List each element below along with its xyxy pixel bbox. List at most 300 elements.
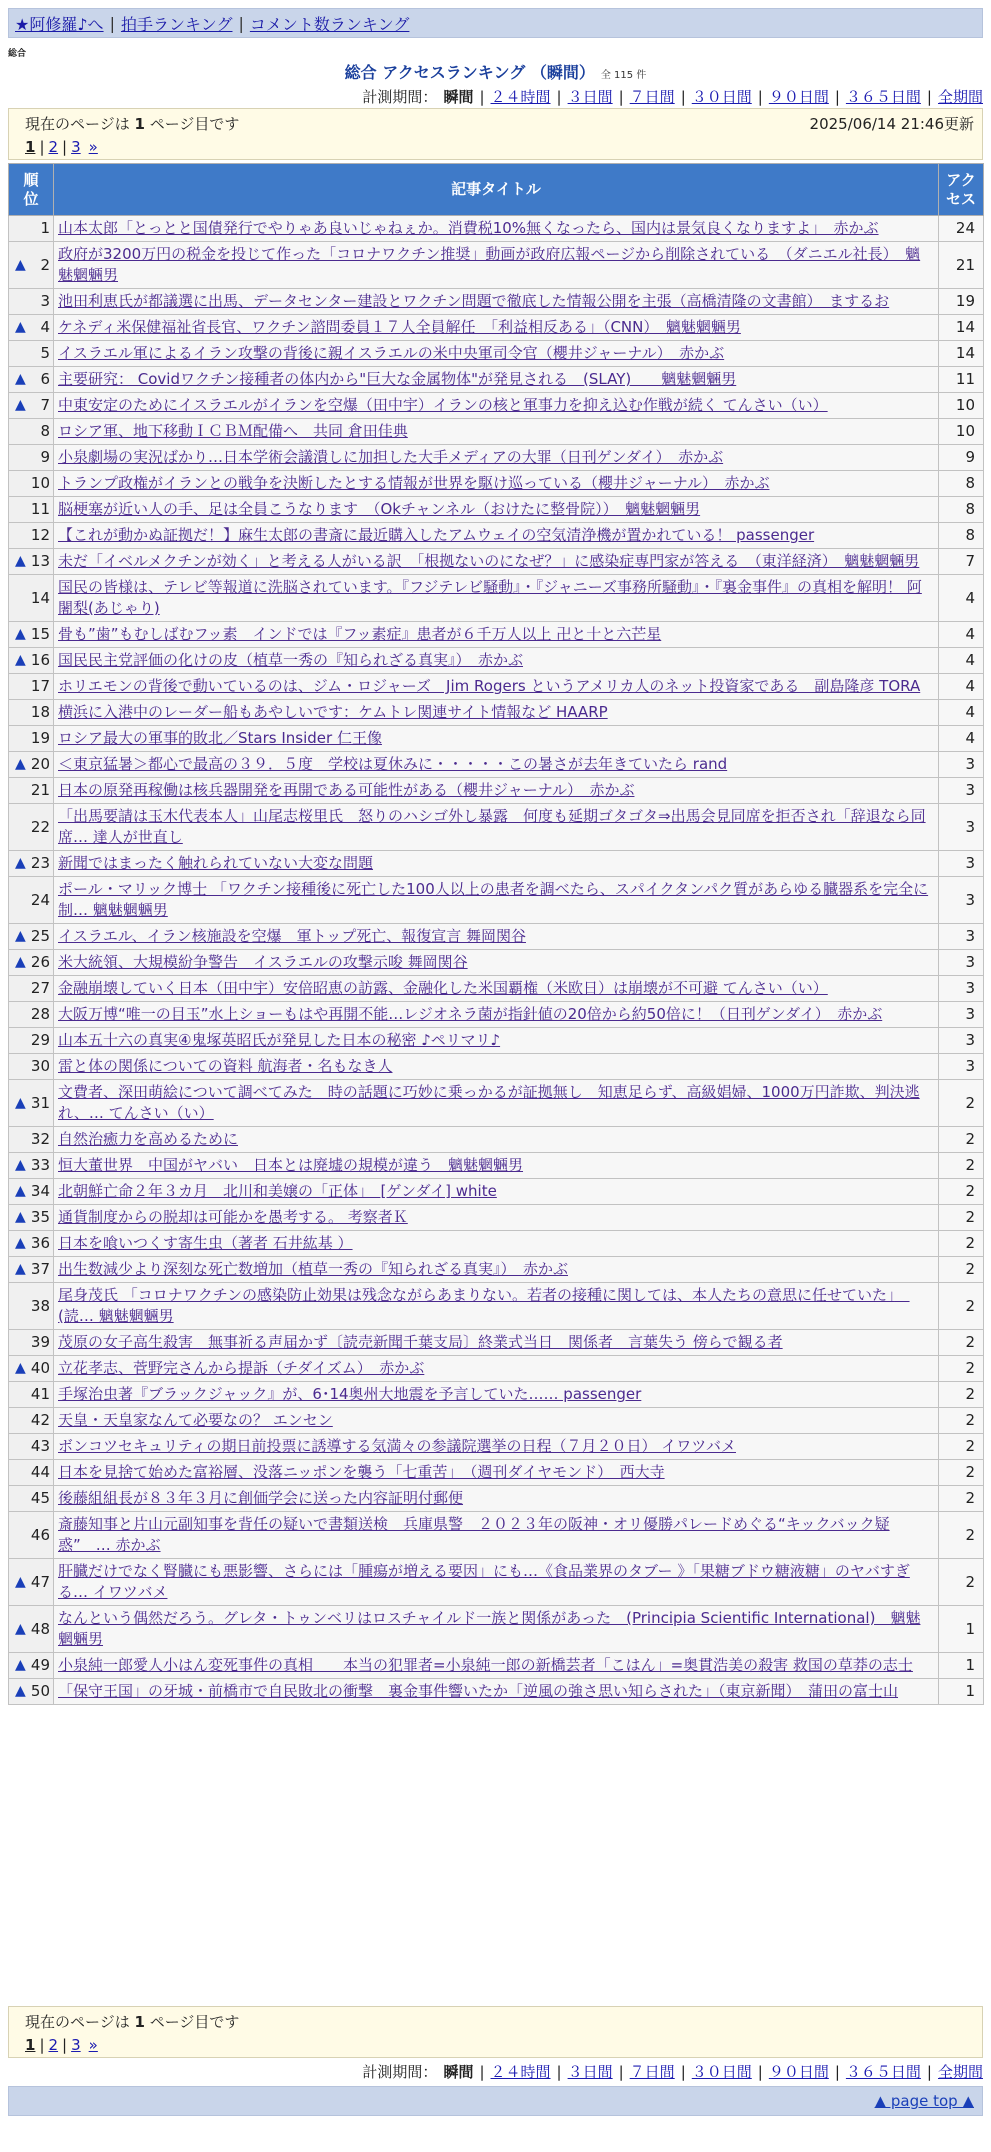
rank-number: 33 (30, 1156, 50, 1174)
period-selector-bottom (362, 2061, 983, 2082)
access-count: 2 (939, 1512, 984, 1559)
article-title-link[interactable]: 「出馬要請は玉木代表本人」山尾志桜里氏 怒りのハシゴ外し暴露 何度も延期ゴタゴタ⇒出馬会見同席を拒否され「辞退なら同席… 達人が世直し (58, 807, 926, 846)
period-separator: | (479, 2063, 485, 2081)
rank-number: 16 (30, 651, 50, 669)
period-separator: | (618, 88, 624, 106)
rank-cell (9, 341, 54, 367)
period-separator: | (479, 88, 485, 106)
access-count: 2 (939, 1460, 984, 1486)
rank-number: 1 (40, 219, 50, 237)
article-title-link[interactable]: トランプ政権がイランとの戦争を決断したとする情報が世界を駆け巡っている（櫻井ジャーナル） 赤かぶ (58, 474, 770, 492)
table-row (9, 1330, 984, 1356)
table-row (9, 1028, 984, 1054)
rank-number: 32 (30, 1130, 50, 1148)
period-separator: | (926, 2063, 932, 2081)
article-title-link[interactable]: 未だ「イベルメクチンが効く」と考える人がいる訳 「根拠ないのになぜ？」に感染症専門家が答える （東洋経済） 魑魅魍魎男 (58, 552, 920, 570)
next-page-link[interactable]: » (88, 138, 98, 156)
article-title-link[interactable]: 後藤組組長が８３年３月に創価学会に送った内容証明付郵便 (58, 1489, 464, 1507)
title-cell (54, 1231, 939, 1257)
access-count: 2 (939, 1356, 984, 1382)
rank-number: 24 (30, 890, 50, 909)
access-count: 3 (939, 851, 984, 877)
access-count: 10 (939, 393, 984, 419)
period-current: 瞬間 (443, 88, 474, 106)
article-title-link[interactable]: 文費者、深田萌絵について調べてみた 時の話題に巧妙に乗っかるが証拠無し 知恵足らず、高級娼婦、1000万円詐欺、判決逃れ、… てんさい（い） (58, 1083, 920, 1122)
rank-cell (9, 289, 54, 315)
table-row (9, 1486, 984, 1512)
rank-number: 43 (30, 1437, 50, 1455)
count-header-label: アク セス (945, 170, 976, 208)
access-count: 1 (939, 1653, 984, 1679)
rank-number: 34 (30, 1182, 50, 1200)
access-count: 9 (939, 445, 984, 471)
updated-timestamp: 2025/06/14 21:46更新 (809, 115, 974, 133)
pagination (25, 138, 966, 156)
period-link[interactable]: ３０日間 (691, 2063, 752, 2081)
rank-up-arrow-icon: ▲ (15, 1235, 26, 1251)
table-row (9, 622, 984, 648)
rank-number: 10 (30, 474, 50, 492)
title-cell (54, 1179, 939, 1205)
table-row (9, 1231, 984, 1257)
rank-up-arrow-icon: ▲ (15, 1657, 26, 1673)
access-count: 4 (939, 622, 984, 648)
ranking-table-body (9, 216, 984, 1705)
title-cell (54, 393, 939, 419)
rank-number: 50 (30, 1682, 50, 1700)
title-cell (54, 1679, 939, 1705)
access-count: 2 (939, 1127, 984, 1153)
table-row (9, 976, 984, 1002)
rank-number: 12 (30, 526, 50, 544)
table-row (9, 315, 984, 341)
table-row (9, 1408, 984, 1434)
access-count: 2 (939, 1408, 984, 1434)
table-row (9, 242, 984, 289)
access-count: 8 (939, 471, 984, 497)
page-link[interactable]: 3 (71, 138, 81, 156)
title-cell (54, 1028, 939, 1054)
rank-cell (9, 851, 54, 877)
rank-number: 31 (30, 1093, 50, 1112)
access-count: 8 (939, 497, 984, 523)
rank-cell (9, 575, 54, 622)
article-title-link[interactable]: 小泉純一郎愛人小はん変死事件の真相 本当の犯罪者=小泉純一郎の新橋芸者「こはん」=奥貫浩美の殺害 救国の草莽の志士 (58, 1656, 913, 1674)
article-title-link[interactable]: 手塚治虫著『ブラックジャック』が、6･14奥州大地震を予言していた…… passenger (58, 1385, 642, 1403)
rank-number: 37 (30, 1260, 50, 1278)
page-link[interactable]: 2 (48, 2036, 59, 2054)
period-link[interactable]: ３６５日間 (845, 2063, 921, 2081)
rank-cell (9, 752, 54, 778)
table-row (9, 216, 984, 242)
page-status-prefix: 現在のページは (25, 2013, 135, 2031)
article-title-link[interactable]: 【これが動かぬ証拠だ！】麻生太郎の書斎に最近購入したアムウェイの空気清浄機が置かれている！ passenger (58, 526, 815, 544)
title-cell (54, 1080, 939, 1127)
rank-cell (9, 1408, 54, 1434)
article-title-link[interactable]: 米大統領、大規模紛争警告 イスラエルの攻撃示唆 舞岡関谷 (58, 953, 468, 971)
rank-cell (9, 367, 54, 393)
access-count: 11 (939, 367, 984, 393)
period-link[interactable]: 全期間 (937, 2063, 983, 2081)
period-separator: | (680, 88, 686, 106)
table-row (9, 393, 984, 419)
current-page: 1 (25, 2036, 36, 2054)
rank-cell (9, 1653, 54, 1679)
period-separator: | (834, 2063, 840, 2081)
access-count: 2 (939, 1231, 984, 1257)
period-current: 瞬間 (443, 2063, 474, 2081)
rank-cell (9, 1512, 54, 1559)
title-cell (54, 1330, 939, 1356)
access-count: 14 (939, 341, 984, 367)
rank-up-arrow-icon: ▲ (15, 855, 26, 871)
rank-cell (9, 726, 54, 752)
table-row (9, 1002, 984, 1028)
pager-bottom (8, 2006, 983, 2058)
article-title-link[interactable]: 「保守王国」の牙城・前橋市で自民敗北の衝撃 裏金事件響いたか「逆風の強さ思い知らされた」（東京新聞） 蒲田の富士山 (58, 1682, 899, 1700)
article-title-link[interactable]: 立花孝志、菅野完さんから提訴（チダイズム） 赤かぶ (58, 1359, 425, 1377)
rank-up-arrow-icon: ▲ (15, 1683, 26, 1699)
title-column-header: 記事タイトル (54, 164, 939, 216)
rank-up-arrow-icon: ▲ (15, 1157, 26, 1173)
top-nav-bar (8, 8, 983, 38)
pagination (25, 2036, 966, 2054)
title-cell (54, 1559, 939, 1606)
rank-up-arrow-icon: ▲ (15, 1573, 26, 1590)
page-separator: | (62, 138, 68, 156)
article-title-link[interactable]: 雷と体の関係についての資料 航海者・名もなき人 (58, 1057, 393, 1075)
table-header-row (9, 164, 984, 216)
bottom-bar (8, 2086, 983, 2116)
article-title-link[interactable]: 日本を見捨て始めた富裕層、没落ニッポンを襲う「七重苦」 （週刊ダイヤモンド） 西大寺 (58, 1463, 665, 1481)
title-cell (54, 315, 939, 341)
page-title: 総合 アクセスランキング （瞬間） (344, 63, 595, 82)
page-status-prefix: 現在のページは (25, 115, 135, 133)
rank-number: 9 (40, 448, 50, 466)
page-link[interactable]: 3 (71, 2036, 81, 2054)
article-title-link[interactable]: 政府が3200万円の税金を投じて作った「コロナワクチン推奨」動画が政府広報ページから削除されている （ダニエル社長） 魑魅魍魎男 (58, 245, 921, 284)
title-cell (54, 700, 939, 726)
rank-cell (9, 393, 54, 419)
title-cell (54, 1434, 939, 1460)
rank-cell (9, 216, 54, 242)
access-count: 3 (939, 976, 984, 1002)
page-separator: | (39, 138, 45, 156)
period-label: 計測期間： (362, 88, 438, 106)
title-cell (54, 1486, 939, 1512)
rank-number: 35 (30, 1208, 50, 1226)
next-page-link[interactable]: » (88, 2036, 98, 2054)
page-top-link[interactable]: ▲ page top ▲ (874, 2092, 974, 2110)
rank-number: 47 (30, 1572, 50, 1591)
article-title-link[interactable]: 北朝鮮亡命２年３カ月 北川和美嬢の「正体」 [ゲンダイ] white (58, 1182, 497, 1200)
access-count: 8 (939, 523, 984, 549)
rank-cell (9, 445, 54, 471)
period-link[interactable]: ３日間 (567, 88, 613, 106)
rank-number: 26 (30, 953, 50, 971)
article-title-link[interactable]: 山本太郎「とっとと国債発行でやりゃあ良いじゃねぇか。消費税10%無くなったら、国内は景気良くなりますよ」 赤かぶ (58, 219, 879, 237)
title-cell (54, 523, 939, 549)
table-row (9, 752, 984, 778)
title-cell (54, 1382, 939, 1408)
title-cell (54, 1512, 939, 1559)
rank-number: 21 (30, 781, 50, 799)
category-label: 総合 (8, 49, 27, 59)
title-cell (54, 471, 939, 497)
table-row (9, 1679, 984, 1705)
access-count: 14 (939, 315, 984, 341)
table-row (9, 1054, 984, 1080)
table-row (9, 1434, 984, 1460)
rank-number: 18 (30, 703, 50, 721)
article-title-link[interactable]: ボンコツセキュリティの期日前投票に誘導する気満々の参議院選挙の日程（７月２０日） イワツバメ (58, 1437, 736, 1455)
rank-number: 15 (30, 625, 50, 643)
rank-cell (9, 315, 54, 341)
rank-up-arrow-icon: ▲ (15, 928, 26, 944)
page-separator: | (62, 2036, 68, 2054)
title-cell (54, 1283, 939, 1330)
title-cell (54, 726, 939, 752)
rank-cell (9, 242, 54, 289)
rank-cell (9, 549, 54, 575)
period-separator: | (757, 2063, 763, 2081)
title-cell (54, 877, 939, 924)
period-link[interactable]: ２４時間 (490, 2063, 551, 2081)
rank-cell (9, 924, 54, 950)
title-cell (54, 289, 939, 315)
rank-cell (9, 877, 54, 924)
access-count: 3 (939, 1002, 984, 1028)
article-title-link[interactable]: 新聞ではまったく触れられていない大変な問題 (58, 854, 374, 872)
period-separator: | (757, 88, 763, 106)
page-status (25, 2011, 966, 2032)
period-separator: | (556, 88, 562, 106)
access-count: 24 (939, 216, 984, 242)
table-row (9, 726, 984, 752)
period-link[interactable]: 全期間 (937, 88, 983, 106)
period-link[interactable]: ２４時間 (490, 88, 551, 106)
rank-cell (9, 950, 54, 976)
article-title-link[interactable]: 小泉劇場の実況ばかり…日本学術会議潰しに加担した大手メディアの大罪（日刊ゲンダイ） 赤かぶ (58, 448, 724, 466)
nav-separator: | (238, 13, 244, 33)
period-link[interactable]: ７日間 (629, 88, 675, 106)
period-link[interactable]: ３日間 (567, 2063, 613, 2081)
article-title-link[interactable]: 骨も”歯”もむしばむフッ素 インドでは『フッ素症』患者が６千万人以上 卍と十と六芒星 (58, 625, 662, 643)
title-cell (54, 1002, 939, 1028)
rank-number: 29 (30, 1031, 50, 1049)
table-row (9, 445, 984, 471)
rank-number: 38 (30, 1296, 50, 1315)
rank-number: 41 (30, 1385, 50, 1403)
rank-column-header (9, 164, 54, 216)
access-count: 4 (939, 674, 984, 700)
article-title-link[interactable]: なんという偶然だろう。グレタ・トゥンベリはロスチャイルド一族と関係があった (Principia Scientific International) 魑魅魍魎男 (58, 1609, 921, 1648)
access-count: 19 (939, 289, 984, 315)
table-row (9, 877, 984, 924)
home-link[interactable]: ★阿修羅♪へ (15, 14, 104, 34)
article-title-link[interactable]: 池田利恵氏が都議選に出馬、データセンター建設とワクチン問題で徹底した情報公開を主張（高橋清隆の文書館） まするお (58, 292, 890, 310)
article-title-link[interactable]: 恒大董世界 中国がヤバい 日本とは廃墟の規模が違う 魑魅魍魎男 (58, 1156, 524, 1174)
rank-cell (9, 1356, 54, 1382)
article-title-link[interactable]: 出生数減少より深刻な死亡数増加（植草一秀の『知られざる真実』） 赤かぶ (58, 1260, 569, 1278)
table-row (9, 1460, 984, 1486)
article-title-link[interactable]: 日本を喰いつくす寄生虫（著者 石井紘基 ） (58, 1234, 353, 1252)
table-row (9, 1080, 984, 1127)
access-count: 3 (939, 877, 984, 924)
table-row (9, 471, 984, 497)
article-title-link[interactable]: ロシア軍、地下移動ＩＣＢＭ配備へ 共同 倉田佳典 (58, 422, 408, 440)
table-row (9, 851, 984, 877)
rank-up-arrow-icon: ▲ (15, 1360, 26, 1376)
rank-number: 28 (30, 1005, 50, 1023)
period-link[interactable]: ９０日間 (768, 88, 829, 106)
comment-ranking-link[interactable]: コメント数ランキング (249, 14, 410, 34)
article-title-link[interactable]: 国民民主党評価の化けの皮（植草一秀の『知られざる真実』） 赤かぶ (58, 651, 524, 669)
table-row (9, 1606, 984, 1653)
period-link[interactable]: ３６５日間 (845, 88, 921, 106)
rank-up-arrow-icon: ▲ (15, 652, 26, 668)
rank-number: 39 (30, 1333, 50, 1351)
article-title-link[interactable]: 肝臓だけでなく腎臓にも悪影響、さらには「腫瘍が増える要因」にも…《食品業界のタブー 》「果糖ブドウ糖液糖」のヤバすぎる… イワツバメ (58, 1562, 910, 1601)
table-row (9, 1283, 984, 1330)
article-title-link[interactable]: イスラエル、イラン核施設を空爆 軍トップ死亡、報復宣言 舞岡関谷 (58, 927, 526, 945)
rank-cell (9, 1330, 54, 1356)
rank-number: 40 (30, 1359, 50, 1377)
rank-cell (9, 1283, 54, 1330)
article-title-link[interactable]: ホリエモンの背後で動いているのは、ジム・ロジャーズ Jim Rogers というアメリカ人のネット投資家である 副島隆彦 TORA (58, 677, 921, 695)
title-cell (54, 1153, 939, 1179)
rank-cell (9, 804, 54, 851)
article-title-link[interactable]: 国民の皆様は、テレビ等報道に洗脳されています。『フジテレビ騒動』・『ジャニーズ事務所騒動』・『裏金事件』の真相を解明！ 阿闍梨(あじゃり) (58, 578, 922, 617)
rank-cell (9, 976, 54, 1002)
table-row (9, 289, 984, 315)
period-link[interactable]: ７日間 (629, 2063, 675, 2081)
table-row (9, 1382, 984, 1408)
title-cell (54, 1054, 939, 1080)
rank-cell (9, 1559, 54, 1606)
title-cell (54, 674, 939, 700)
table-row (9, 1205, 984, 1231)
article-title-link[interactable]: 脳梗塞が近い人の手、足は全員こうなります （Okチャンネル（おけたに整骨院）） 魑魅魍魎男 (58, 500, 701, 518)
period-selector-top (362, 86, 983, 107)
page-status-suffix: ページ目です (144, 2013, 240, 2031)
table-row (9, 804, 984, 851)
rank-cell (9, 1153, 54, 1179)
rank-cell (9, 674, 54, 700)
period-separator: | (618, 2063, 624, 2081)
rank-cell (9, 1127, 54, 1153)
title-cell (54, 851, 939, 877)
rank-cell (9, 1257, 54, 1283)
title-cell (54, 216, 939, 242)
rank-cell (9, 778, 54, 804)
clap-ranking-link[interactable]: 拍手ランキング (120, 14, 233, 34)
article-title-link[interactable]: ケネディ米保健福祉省長官、ワクチン諮問委員１７人全員解任 「利益相反ある」（CNN） 魑魅魍魎男 (58, 318, 741, 336)
access-count: 2 (939, 1382, 984, 1408)
article-title-link[interactable]: 茂原の女子高生殺害 無事祈る声届かず〔読売新聞千葉支局〕終業式当日 関係者 言葉失う 傍らで観る者 (58, 1333, 783, 1351)
access-count: 3 (939, 804, 984, 851)
article-title-link[interactable]: 金融崩壊していく日本（田中宇）安倍昭恵の訪露、金融化した米国覇権（米欧日）は崩壊が不可避 てんさい（い） (58, 979, 828, 997)
table-row (9, 1512, 984, 1559)
access-count: 3 (939, 1028, 984, 1054)
rank-number: 3 (40, 292, 50, 310)
article-title-link[interactable]: 天皇・天皇家なんて必要なの？ エンセン (58, 1411, 333, 1429)
table-row (9, 575, 984, 622)
article-title-link[interactable]: 山本五十六の真実④鬼塚英昭氏が発見した日本の秘密 ♪ペリマリ♪ (58, 1031, 501, 1049)
article-title-link[interactable]: ポール・マリック博士 「ワクチン接種後に死亡した100人以上の患者を調べたら、スパイクタンパク質があらゆる臓器系を完全に制… 魑魅魍魎男 (58, 880, 929, 919)
rank-cell (9, 1205, 54, 1231)
article-title-link[interactable]: 自然治癒力を高めるために (58, 1130, 239, 1148)
access-count: 3 (939, 1054, 984, 1080)
rank-number: 48 (30, 1619, 50, 1638)
period-link[interactable]: ３０日間 (691, 88, 752, 106)
rank-number: 46 (30, 1525, 50, 1544)
period-link[interactable]: ９０日間 (768, 2063, 829, 2081)
rank-up-arrow-icon: ▲ (15, 319, 26, 335)
title-cell (54, 622, 939, 648)
access-count: 7 (939, 549, 984, 575)
article-title-link[interactable]: 通貨制度からの脱却は可能かを愚考する。 考察者Ｋ (58, 1208, 408, 1226)
access-count: 3 (939, 924, 984, 950)
rank-cell (9, 1231, 54, 1257)
title-cell (54, 341, 939, 367)
title-cell (54, 1460, 939, 1486)
access-count: 4 (939, 726, 984, 752)
title-cell (54, 1257, 939, 1283)
rank-up-arrow-icon: ▲ (15, 1261, 26, 1277)
title-cell (54, 648, 939, 674)
rank-number: 27 (30, 979, 50, 997)
table-row (9, 419, 984, 445)
article-title-link[interactable]: 中東安定のためにイスラエルがイランを空爆（田中宇）イランの核と軍事力を抑え込む作戦が続く てんさい（い） (58, 396, 828, 414)
article-title-link[interactable]: 大阪万博“唯一の目玉”水上ショーもはや再開不能…レジオネラ菌が指針値の20倍から約50倍に！（日刊ゲンダイ） 赤かぶ (58, 1005, 883, 1023)
nav-separator: | (109, 13, 115, 33)
page-link[interactable]: 2 (48, 138, 59, 156)
article-title-link[interactable]: イスラエル軍によるイラン攻撃の背後に親イスラエルの米中央軍司令官（櫻井ジャーナル） 赤かぶ (58, 344, 725, 362)
rank-number: 25 (30, 927, 50, 945)
access-count: 4 (939, 648, 984, 674)
article-title-link[interactable]: 主要研究： Covidワクチン接種者の体内から"巨大な金属物体"が発見される (SLAY) 魑魅魍魎男 (58, 370, 737, 388)
rank-up-arrow-icon: ▲ (15, 1094, 26, 1111)
rank-up-arrow-icon: ▲ (15, 756, 26, 772)
article-title-link[interactable]: 尾身茂氏 「コロナワクチンの感染防止効果は残念ながらあまりない。若者の接種に関しては、本人たちの意思に任せていた」 (読… 魑魅魍魎男 (58, 1286, 910, 1325)
rank-cell (9, 622, 54, 648)
count-column-header (939, 164, 984, 216)
rank-number: 11 (30, 500, 50, 518)
rank-cell (9, 1002, 54, 1028)
article-title-link[interactable]: 横浜に入港中のレーダー船もあやしいです：ケムトレ関連サイト情報など HAARP (58, 703, 608, 721)
table-row (9, 1153, 984, 1179)
article-title-link[interactable]: 斎藤知事と片山元副知事を背任の疑いで書類送検 兵庫県警 ２０２３年の阪神・オリ優勝パレードめぐる“キックバック疑惑” … 赤かぶ (58, 1515, 890, 1554)
article-title-link[interactable]: 日本の原発再稼働は核兵器開発を再開である可能性がある（櫻井ジャーナル） 赤かぶ (58, 781, 635, 799)
access-count: 2 (939, 1283, 984, 1330)
rank-number: 22 (30, 817, 50, 836)
rank-number: 7 (40, 396, 50, 414)
title-cell (54, 1408, 939, 1434)
page-status-suffix: ページ目です (144, 115, 240, 133)
title-cell (54, 367, 939, 393)
period-label: 計測期間： (362, 2063, 438, 2081)
rank-cell (9, 700, 54, 726)
rank-number: 44 (30, 1463, 50, 1481)
rank-cell (9, 497, 54, 523)
article-title-link[interactable]: ロシア最大の軍事的敗北／Stars Insider 仁王像 (58, 729, 382, 747)
page-status-number: 1 (134, 115, 145, 133)
article-title-link[interactable]: ＜東京猛暑＞都心で最高の３９．５度 学校は夏休みに・・・・・この暑さが去年きていたら rand (58, 755, 728, 773)
rank-number: 5 (40, 344, 50, 362)
rank-up-arrow-icon: ▲ (15, 1183, 26, 1199)
pager-top (8, 108, 983, 160)
